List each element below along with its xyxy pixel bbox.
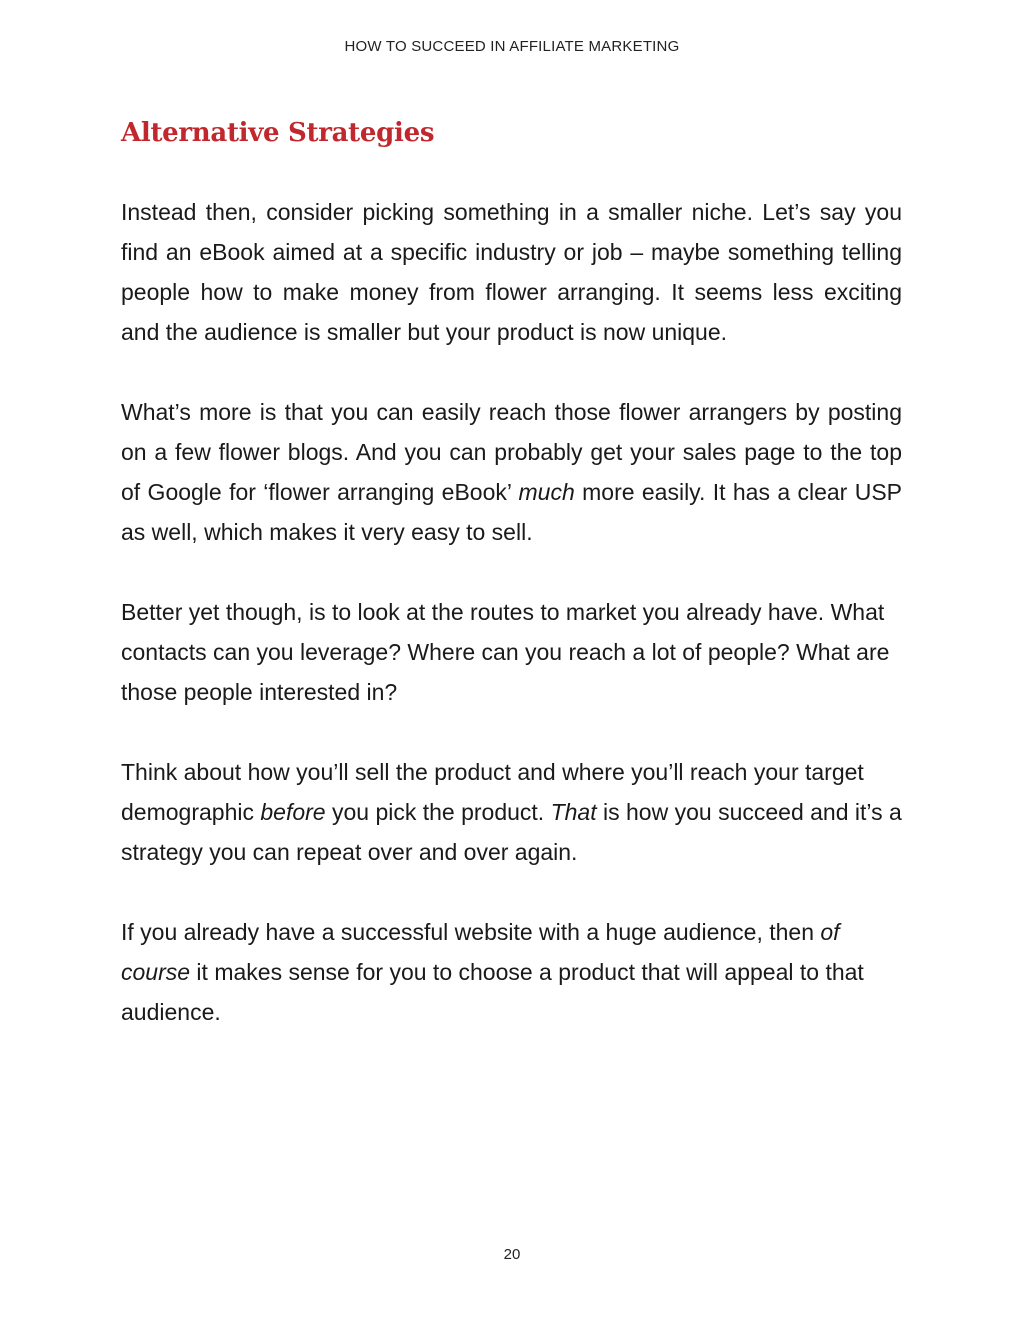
section-title: Alternative Strategies <box>121 118 435 148</box>
paragraph-flower-arrangers <box>121 392 902 552</box>
paragraph-text: Better yet though, is to look at the routes to market you already have. What contacts can you leverage? Where can you reach a lot of people? What are those people interested in? <box>121 599 890 705</box>
paragraph-text: Instead then, consider picking something in a smaller niche. Let’s say you find an eBook aimed at a specific industry or job – maybe something telling people how to make money from flower arranging. It seems less exciting and the audience is smaller but your product is now unique. <box>121 199 902 345</box>
paragraph-text: you pick the product. <box>325 799 551 825</box>
page-number: 20 <box>503 1246 521 1263</box>
body-content <box>121 192 902 1072</box>
paragraph-target-demographic <box>121 752 902 872</box>
emphasis-text: That <box>550 799 597 825</box>
paragraph-text: Think about how you’ll sell the product and where you’ll reach your target demographic <box>121 759 864 825</box>
paragraph-text: it makes sense for you to choose a product that will appeal to that audience. <box>121 959 864 1025</box>
paragraph-text: What’s more is that you can easily reach those flower arrangers by posting on a few flower blogs. And you can probably get your sales page to the top of Google for ‘flower arranging eBook’ <box>121 399 902 505</box>
running-header: HOW TO SUCCEED IN AFFILIATE MARKETING <box>344 38 680 55</box>
emphasis-text: of course <box>121 919 840 985</box>
paragraph-existing-website <box>121 912 902 1032</box>
paragraph-text: If you already have a successful website with a huge audience, then <box>121 919 821 945</box>
paragraph-routes-to-market <box>121 592 902 712</box>
paragraph-text: is how you succeed and it’s a strategy you can repeat over and over again. <box>121 799 902 865</box>
emphasis-text: much <box>518 479 575 505</box>
paragraph-smaller-niche <box>121 192 902 352</box>
emphasis-text: before <box>260 799 326 825</box>
paragraph-text: more easily. It has a clear USP as well, which makes it very easy to sell. <box>121 479 902 545</box>
